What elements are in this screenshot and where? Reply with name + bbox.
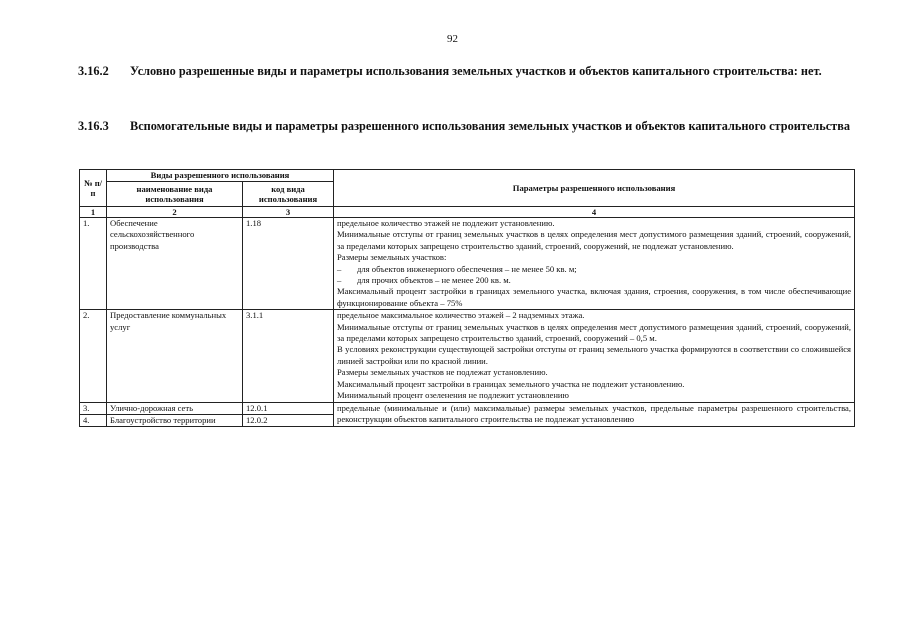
parameter-text: предельное количество этажей не подлежит установлению.	[337, 218, 555, 228]
section-number: 3.16.3	[78, 119, 109, 133]
table-row	[80, 218, 855, 310]
parameter-list-item: – для объектов инженерного обеспечения – не менее 50 кв. м;	[337, 263, 577, 274]
use-name: Благоустройство территории	[107, 414, 243, 426]
index-row	[80, 207, 855, 218]
row-number: 1.	[80, 218, 107, 310]
shared-parameters: предельные (минимальные и (или) максимальные) размеры земельных участков, предельные параметры разрешенного строительства, реконструкции объектов капитального строительства не подлежат установлению	[334, 402, 855, 427]
row-number: 4.	[80, 414, 107, 426]
section-title: Условно разрешенные виды и параметры использования земельных участков и объектов капитального строительства: нет.	[130, 64, 822, 78]
index-cell: 1	[80, 207, 107, 218]
header-parameters: Параметры разрешенного использования	[334, 170, 855, 207]
parameter-text: Минимальные отступы от границ земельных участков в целях определения мест допустимого размещения зданий, строений, сооружений, за пределами которых запрещено строительство зданий, строений, сооружений, не подлежат установлению.	[337, 229, 852, 251]
use-code: 12.0.2	[243, 414, 334, 426]
row-number: 3.	[80, 402, 107, 414]
parameter-text: Минимальный процент озеленения не подлежит установлению	[337, 390, 569, 401]
page-number: 92	[447, 33, 458, 45]
section-3-16-3	[78, 118, 856, 135]
header-use-types: Виды разрешенного использования	[107, 170, 334, 182]
parameter-text: Размеры земельных участков не подлежат установлению.	[337, 367, 548, 378]
table-row	[80, 310, 855, 402]
list-dash: –	[337, 263, 342, 274]
index-cell: 2	[107, 207, 243, 218]
parameter-text: Максимальный процент застройки в границах земельного участка, включая здания, строения, сооружения, в том числе обеспечивающие функционирование объекта – 75%	[337, 286, 852, 308]
parameter-text: Размеры земельных участков:	[337, 252, 447, 263]
use-code: 12.0.1	[243, 402, 334, 414]
header-use-code: код вида использования	[243, 182, 334, 207]
header-use-name: наименование вида использования	[107, 182, 243, 207]
parameter-text: предельное максимальное количество этажей – 2 надземных этажа.	[337, 310, 585, 321]
section-3-16-2	[78, 63, 856, 80]
index-cell: 3	[243, 207, 334, 218]
section-number: 3.16.2	[78, 64, 109, 78]
parameter-text: Максимальный процент застройки в границах земельного участка не подлежит установлению.	[337, 378, 685, 389]
row-number: 2.	[80, 310, 107, 402]
use-parameters	[334, 310, 855, 402]
use-code: 1.18	[243, 218, 334, 310]
index-cell: 4	[334, 207, 855, 218]
parameter-text: В условиях реконструкции существующей застройки отступы от границ земельного участка формируются в соответствии со сложившейся линией застройки или по красной линии.	[337, 344, 852, 366]
use-name: Улично-дорожная сеть	[107, 402, 243, 414]
list-dash: –	[337, 275, 342, 286]
use-name: Обеспечение сельскохозяйственного производства	[107, 218, 243, 310]
use-code: 3.1.1	[243, 310, 334, 402]
parameter-text: Минимальные отступы от границ земельных участков в целях определения мест допустимого размещения зданий, строений, сооружений, за пределами которых запрещено строительство зданий, строений, сооружений – 0,5 м.	[337, 321, 852, 344]
parameter-list-item: – для прочих объектов – не менее 200 кв. м.	[337, 275, 511, 286]
use-parameters	[334, 218, 855, 310]
permitted-use-table	[79, 169, 855, 427]
table-row	[80, 402, 855, 414]
header-number: № п/п	[80, 170, 107, 207]
use-name: Предоставление коммунальных услуг	[107, 310, 243, 402]
section-title: Вспомогательные виды и параметры разрешенного использования земельных участков и объектов капитального строительства	[130, 119, 850, 133]
